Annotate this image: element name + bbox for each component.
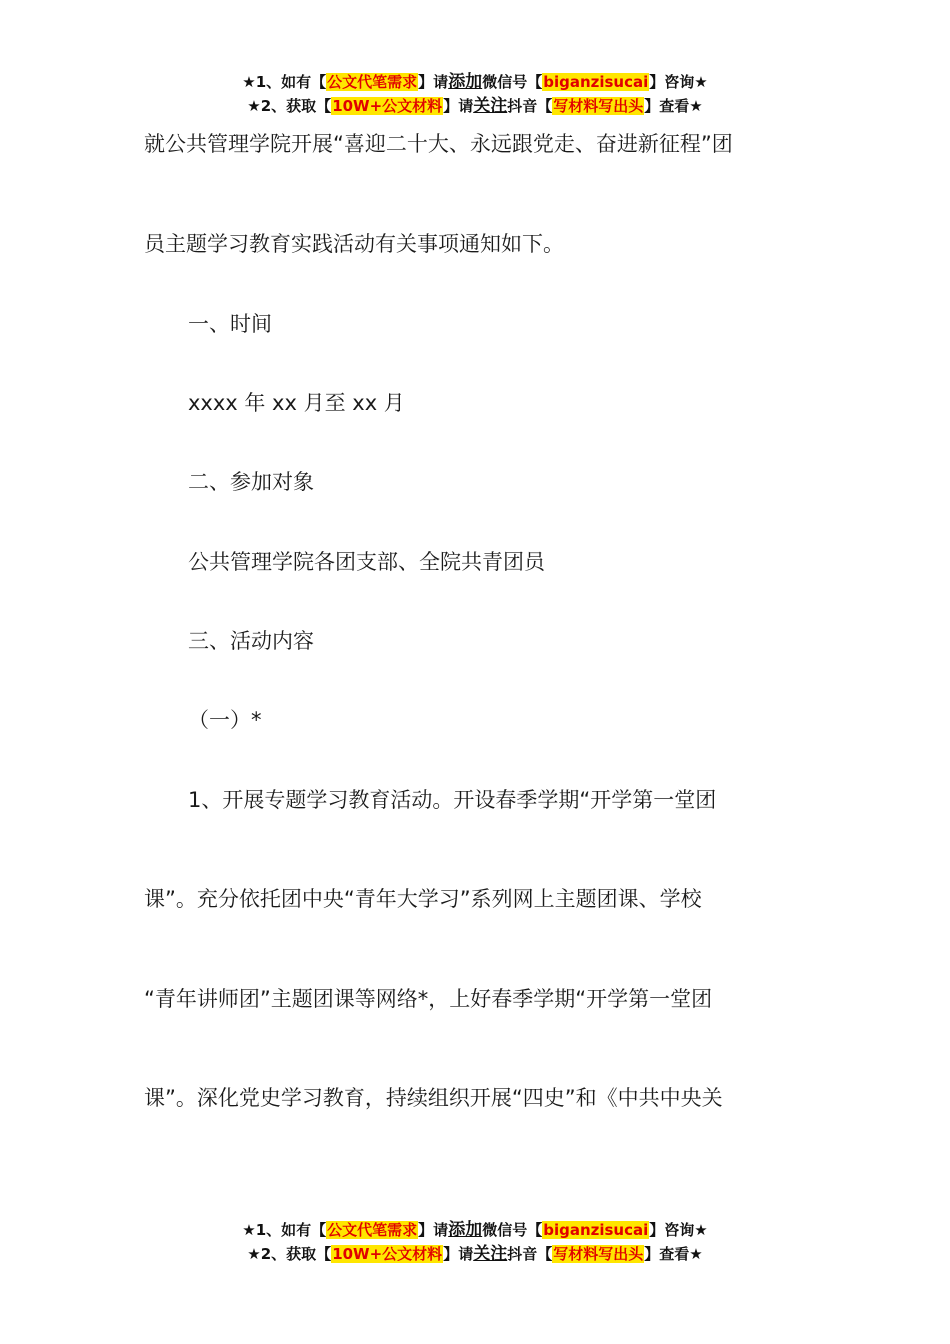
banner-line-2	[0, 94, 950, 118]
banner-text: 】查看★	[644, 1245, 703, 1263]
time-text: xxxx 年 xx 月至 xx 月	[188, 391, 405, 415]
banner-text: 】咨询★	[649, 1221, 708, 1239]
highlight-text: 公文代笔需求	[327, 1221, 418, 1239]
highlight-douyin-id: 写材料写出头	[553, 1245, 644, 1263]
underlined-text: 关注	[473, 1244, 508, 1264]
highlight-text: 10W+公文材料	[332, 1245, 443, 1263]
paragraph-line: 员主题学习教育实践活动有关事项通知如下。	[144, 232, 564, 256]
paragraph-line: 课”。深化党史学习教育，持续组织开展“四史”和《中共中央关	[144, 1086, 723, 1110]
paragraph-line: 1、开展专题学习教育活动。开设春季学期“开学第一堂团	[188, 788, 717, 812]
highlight-wechat-id: biganzisucai	[543, 73, 649, 91]
highlight-text: 10W+公文材料	[332, 97, 443, 115]
banner-text: 】咨询★	[649, 73, 708, 91]
banner-text: 】请	[418, 73, 449, 91]
paragraph-line: “青年讲师团”主题团课等网络*，上好春季学期“开学第一堂团	[144, 987, 713, 1011]
star-icon: ★1、如有【	[242, 73, 327, 91]
banner-text: ★2、获取【	[247, 97, 332, 115]
banner-text: ★1、如有【	[242, 1221, 327, 1239]
section-heading-content: 三、活动内容	[188, 629, 314, 653]
subsection-heading: （一）*	[188, 708, 262, 732]
paragraph-line: 就公共管理学院开展“喜迎二十大、永远跟党走、奋进新征程”团	[144, 132, 733, 156]
banner-text: 微信号【	[482, 1221, 543, 1239]
paragraph-line: 课”。充分依托团中央“青年大学习”系列网上主题团课、学校	[144, 887, 702, 911]
banner-line-1	[0, 1218, 950, 1242]
banner-line-1	[0, 70, 950, 94]
banner-text: 抖音【	[507, 97, 553, 115]
participants-text: 公共管理学院各团支部、全院共青团员	[188, 550, 545, 574]
highlight-wechat-id: biganzisucai	[543, 1221, 649, 1239]
section-heading-time: 一、时间	[188, 312, 272, 336]
highlight-douyin-id: 写材料写出头	[553, 97, 644, 115]
banner-text: ★2、获取【	[247, 1245, 332, 1263]
underlined-text: 添加	[448, 1220, 483, 1240]
underlined-text: 添加	[448, 72, 483, 92]
banner-line-2	[0, 1242, 950, 1266]
highlight-text: 公文代笔需求	[327, 73, 418, 91]
header-banner	[0, 70, 950, 118]
banner-text: 】请	[443, 97, 474, 115]
section-heading-participants: 二、参加对象	[188, 470, 314, 494]
footer-banner	[0, 1218, 950, 1266]
banner-text: 】请	[418, 1221, 449, 1239]
banner-text: 抖音【	[507, 1245, 553, 1263]
underlined-text: 关注	[473, 96, 508, 116]
banner-text: 】查看★	[644, 97, 703, 115]
banner-text: 】请	[443, 1245, 474, 1263]
banner-text: 微信号【	[482, 73, 543, 91]
